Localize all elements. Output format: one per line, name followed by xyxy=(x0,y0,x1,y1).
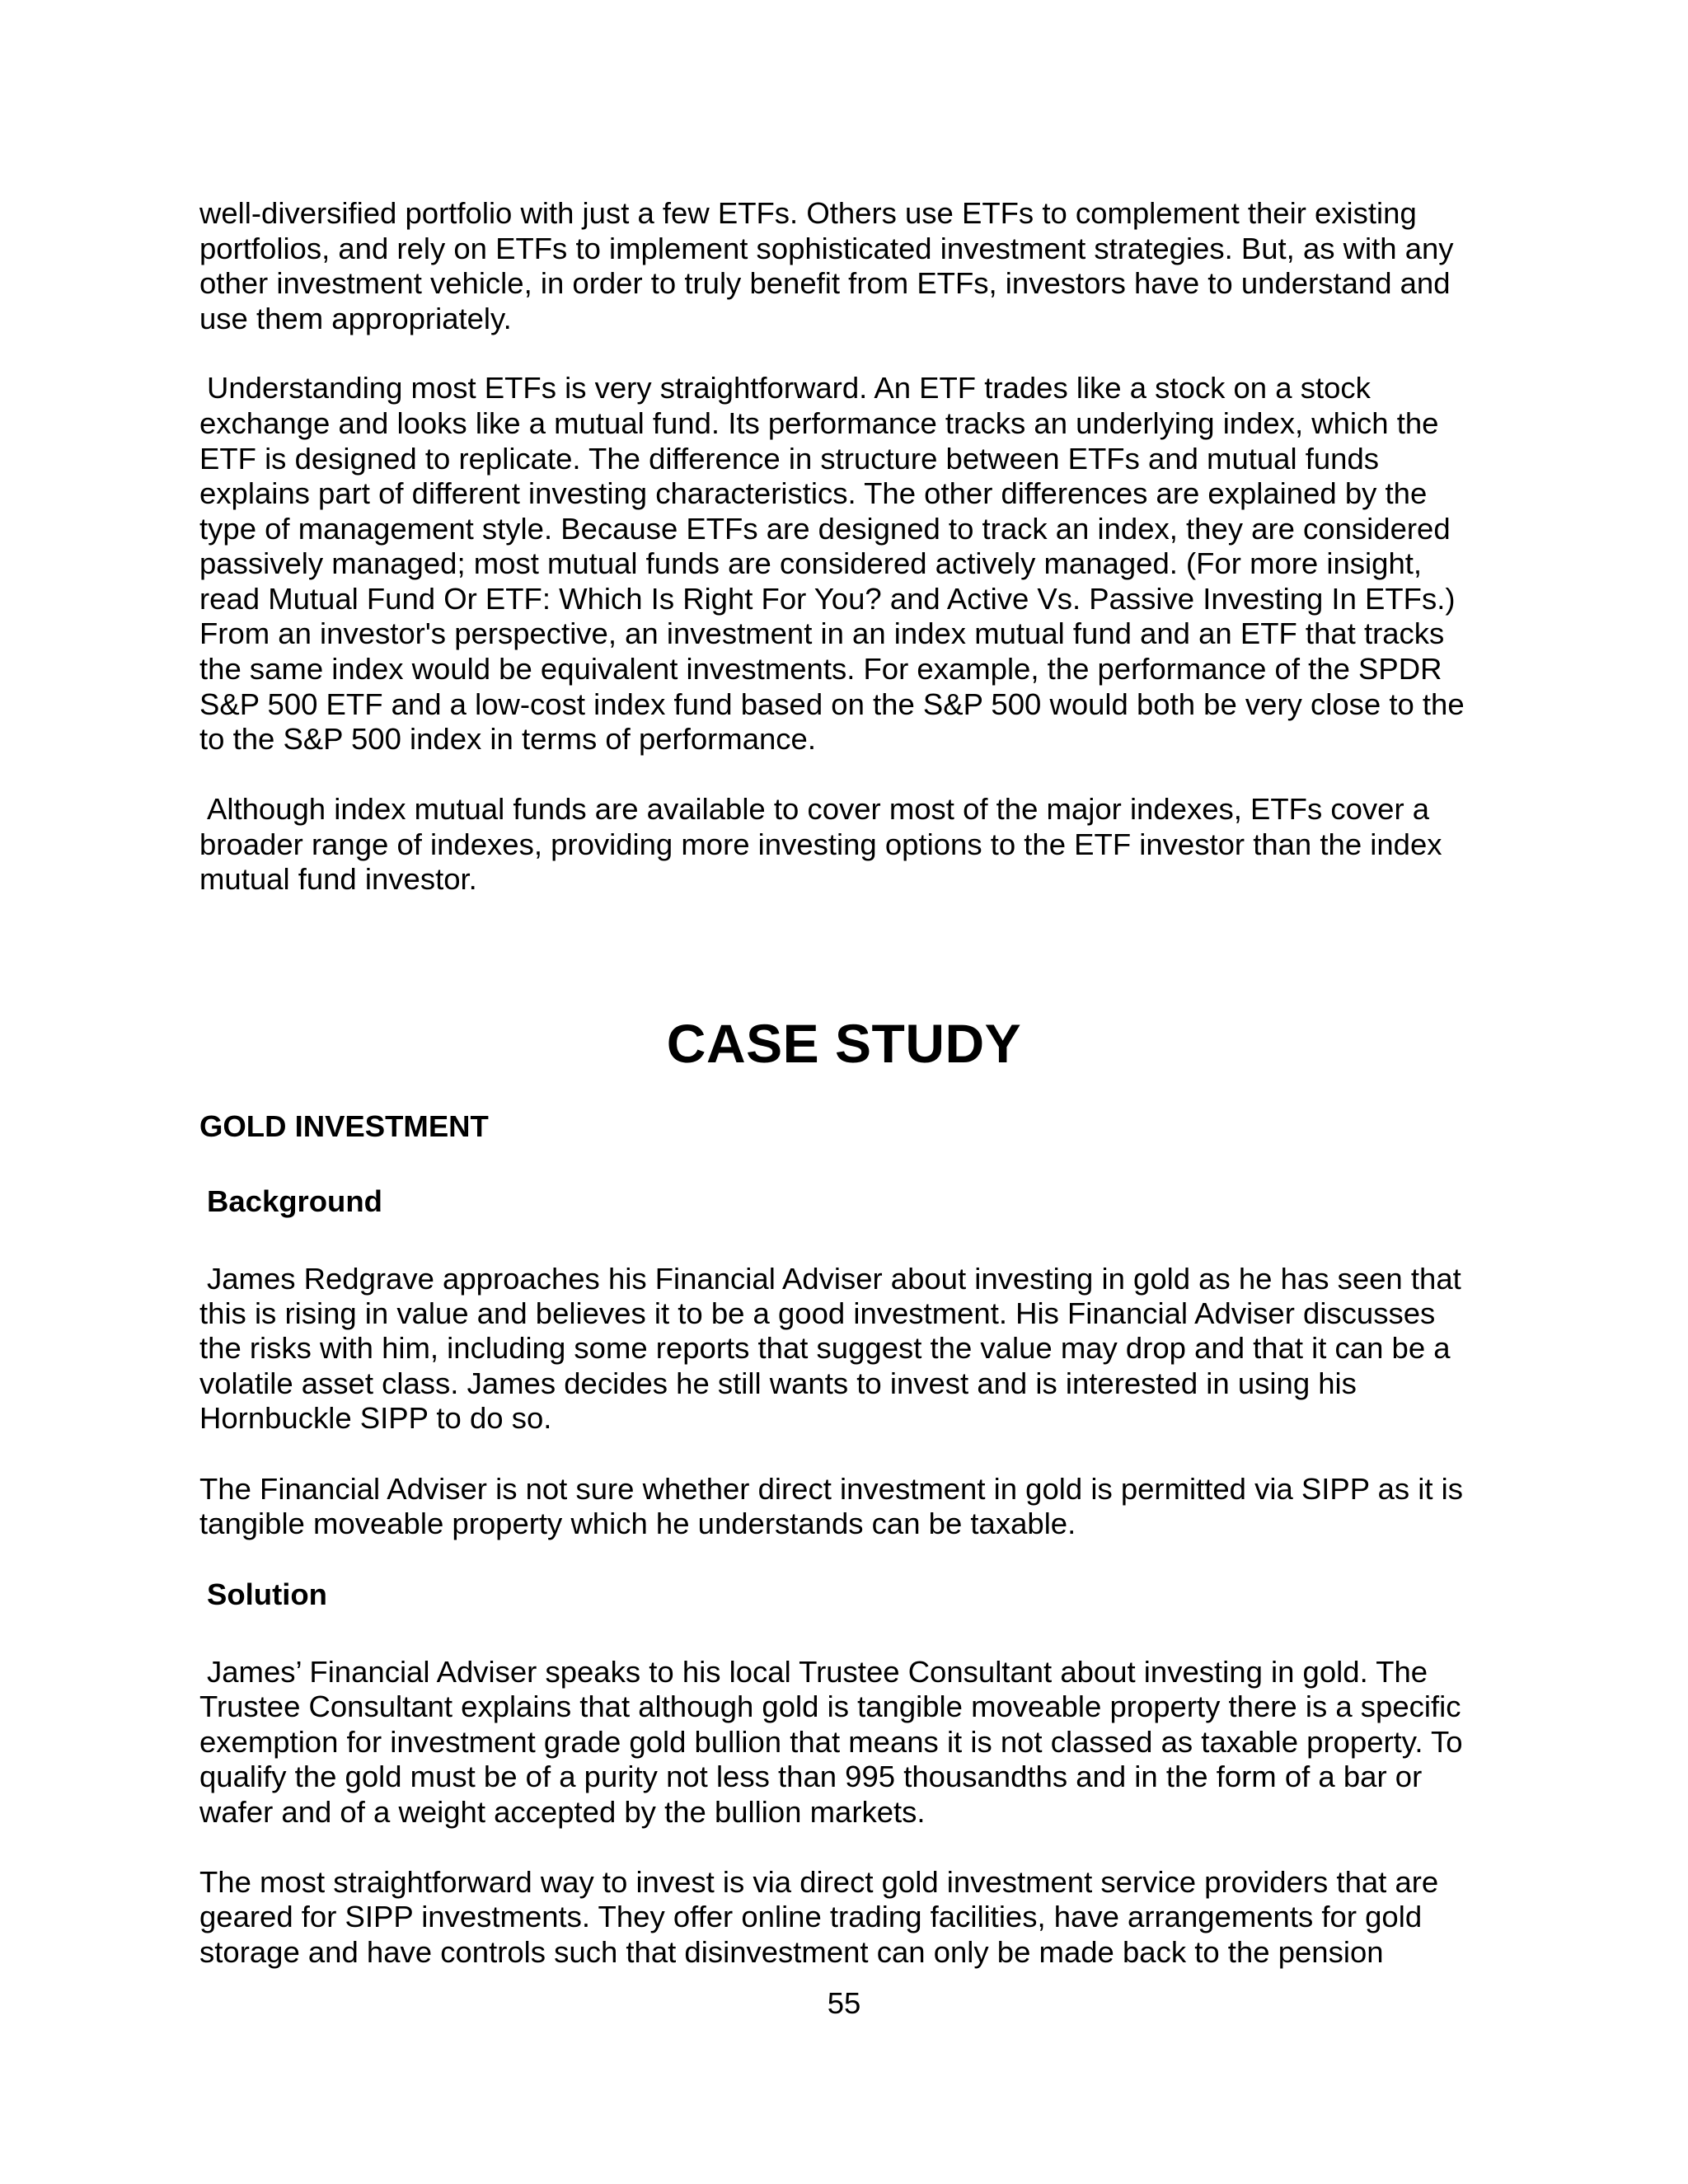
text-line: geared for SIPP investments. They offer online trading facilities, have arrangements for gold xyxy=(199,1900,1423,1933)
text-line: mutual fund investor. xyxy=(199,862,477,896)
text-line: ETF is designed to replicate. The difference in structure between ETFs and mutual funds xyxy=(199,442,1380,476)
text-line: The Financial Adviser is not sure whether direct investment in gold is permitted via SIPP as it is xyxy=(199,1472,1464,1506)
text-line: well-diversified portfolio with just a few ETFs. Others use ETFs to complement their existing xyxy=(199,196,1417,230)
case-study-topic: GOLD INVESTMENT xyxy=(199,1109,489,1143)
text-line: type of management style. Because ETFs are designed to track an index, they are considered xyxy=(199,512,1451,546)
text-line: The most straightforward way to invest is via direct gold investment service providers that are xyxy=(199,1865,1439,1899)
text-line: this is rising in value and believes it to be a good investment. His Financial Adviser discusses xyxy=(199,1296,1436,1330)
text-line: the risks with him, including some reports that suggest the value may drop and that it can be a xyxy=(199,1331,1451,1365)
text-line: the same index would be equivalent investments. For example, the performance of the SPDR xyxy=(199,652,1442,686)
text-line: Hornbuckle SIPP to do so. xyxy=(199,1401,552,1435)
text-line: James’ Financial Adviser speaks to his local Trustee Consultant about investing in gold. The xyxy=(207,1655,1428,1689)
page-number: 55 xyxy=(827,1986,861,2020)
text-line: exemption for investment grade gold bullion that means it is not classed as taxable property. To xyxy=(199,1725,1463,1759)
case-study-title: CASE STUDY xyxy=(666,1013,1022,1074)
text-line: qualify the gold must be of a purity not less than 995 thousandths and in the form of a bar or xyxy=(199,1760,1423,1793)
text-line: passively managed; most mutual funds are considered actively managed. (For more insight, xyxy=(199,546,1423,580)
text-line: volatile asset class. James decides he still wants to invest and is interested in using his xyxy=(199,1366,1357,1400)
text-line: exchange and looks like a mutual fund. Its performance tracks an underlying index, which the xyxy=(199,406,1439,440)
text-line: to the S&P 500 index in terms of performance. xyxy=(199,722,816,756)
text-line: storage and have controls such that disinvestment can only be made back to the pension xyxy=(199,1935,1384,1969)
text-line: Although index mutual funds are available to cover most of the major indexes, ETFs cover a xyxy=(207,792,1430,826)
text-line: Trustee Consultant explains that although gold is tangible moveable property there is a specific xyxy=(199,1690,1461,1723)
text-line: S&P 500 ETF and a low-cost index fund based on the S&P 500 would both be very close to the xyxy=(199,687,1465,721)
text-line: portfolios, and rely on ETFs to implement sophisticated investment strategies. But, as with any xyxy=(199,232,1454,265)
text-line: tangible moveable property which he understands can be taxable. xyxy=(199,1507,1076,1540)
text-line: read Mutual Fund Or ETF: Which Is Right For You? and Active Vs. Passive Investing In ETFs.) xyxy=(199,582,1456,616)
text-line: explains part of different investing characteristics. The other differences are explained by the xyxy=(199,476,1428,510)
text-line: use them appropriately. xyxy=(199,302,512,335)
text-line: broader range of indexes, providing more investing options to the ETF investor than the index xyxy=(199,827,1442,861)
text-line: Understanding most ETFs is very straightforward. An ETF trades like a stock on a stock xyxy=(207,371,1371,405)
background-heading: Background xyxy=(207,1184,382,1218)
text-line: From an investor's perspective, an investment in an index mutual fund and an ETF that tracks xyxy=(199,616,1445,650)
text-line: other investment vehicle, in order to truly benefit from ETFs, investors have to understand and xyxy=(199,266,1451,300)
text-line: James Redgrave approaches his Financial Adviser about investing in gold as he has seen that xyxy=(207,1262,1461,1296)
solution-heading: Solution xyxy=(207,1577,327,1611)
text-line: wafer and of a weight accepted by the bullion markets. xyxy=(199,1795,926,1829)
